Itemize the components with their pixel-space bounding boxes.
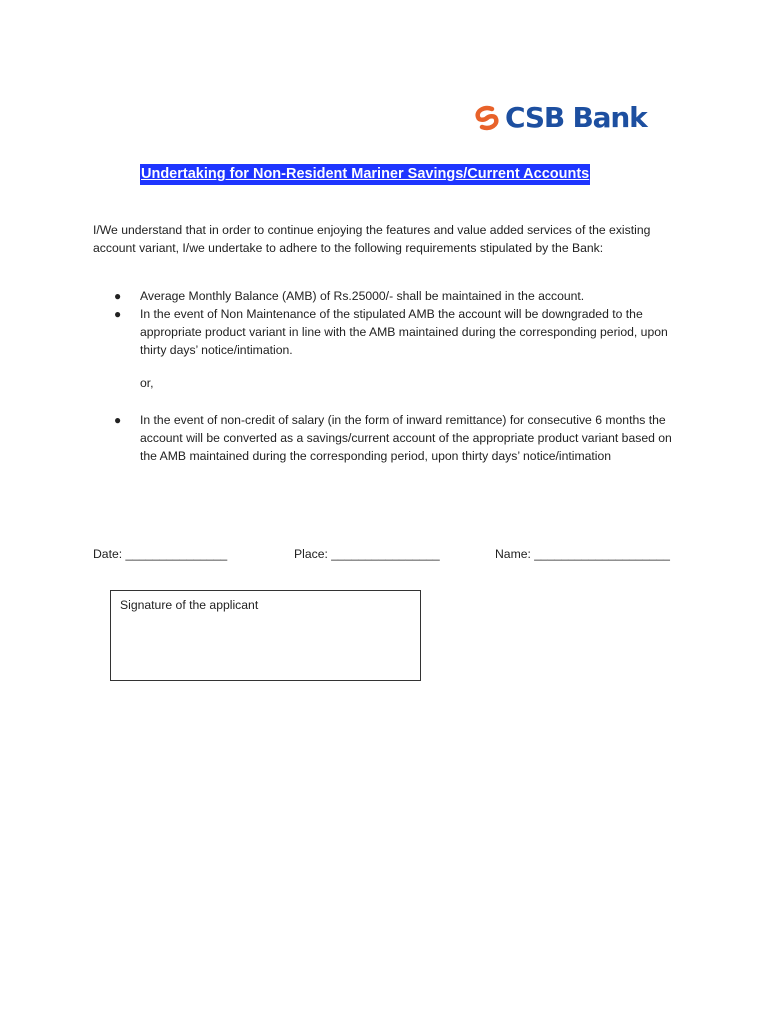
bullet-text: Average Monthly Balance (AMB) of Rs.25000/- shall be maintained in the account.: [140, 289, 585, 303]
bullet-text: In the event of non-credit of salary (in the form of inward remittance) for consecutive 6 months the account will be converted as a savings/current account of the appropriate product variant based on the AMB maintained during the corresponding period, upon thirty days’ notice/intimation: [140, 413, 672, 463]
bank-logo: [472, 103, 647, 133]
signature-box[interactable]: [110, 590, 421, 681]
bullet-item-downgrade: [114, 305, 672, 359]
bullet-item-amb: [114, 287, 672, 305]
bullet-icon: ●: [114, 289, 122, 303]
intro-paragraph: I/We understand that in order to continue enjoying the features and value added services of the existing account variant, I/we undertake to adhere to the following requirements stipulated by the Bank:: [93, 223, 651, 255]
signature-label: Signature of the applicant: [120, 598, 259, 612]
bullet-item-salary: [114, 411, 672, 465]
logo-text: CSB Bank: [505, 101, 647, 134]
csb-swirl-icon: [472, 103, 502, 133]
or-separator: or,: [140, 376, 154, 390]
bullet-icon: ●: [114, 307, 122, 321]
date-field[interactable]: Date: _______________: [93, 547, 228, 561]
bullet-text: In the event of Non Maintenance of the stipulated AMB the account will be downgraded to the appropriate product variant in line with the AMB maintained during the corresponding period, upon thirty days’ notice/intimation.: [140, 307, 668, 357]
place-field[interactable]: Place: ________________: [294, 547, 440, 561]
bullet-icon: ●: [114, 413, 122, 427]
name-field[interactable]: Name: ____________________: [495, 547, 670, 561]
document-title: Undertaking for Non-Resident Mariner Savings/Current Accounts: [140, 164, 590, 185]
